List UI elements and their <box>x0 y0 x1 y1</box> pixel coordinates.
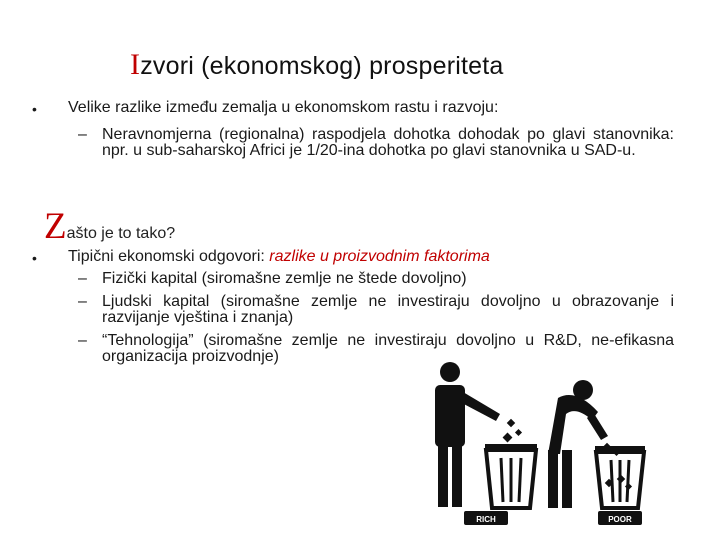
heading-initial: Z <box>44 206 67 247</box>
dash-marker: – <box>78 293 87 310</box>
dash-marker: – <box>78 126 87 143</box>
dash-marker: – <box>78 270 87 287</box>
section-heading <box>44 205 175 248</box>
slide-title <box>130 48 504 82</box>
rich-label: RICH <box>476 515 496 524</box>
bullet-text-emphasis: razlike u proizvodnim faktorima <box>269 248 490 265</box>
bullet-marker: • <box>32 101 37 117</box>
title-initial: I <box>130 48 141 81</box>
heading-text: ašto je to tako? <box>66 225 176 242</box>
bullet-text: Velike razlike između zemalja u ekonomskom rastu i razvoju: <box>68 99 499 116</box>
sub-item-text: “Tehnologija” (siromašne zemlje ne investiraju dovoljno u R&D, ne-efikasna organizacija proizvodnje) <box>102 332 674 365</box>
rich-poor-illustration <box>408 358 708 528</box>
bullet-marker: • <box>32 250 37 266</box>
sub-item-text: Ljudski kapital (siromašne zemlje ne investiraju dovoljno u obrazovanje i razvijanje vještina i znanja) <box>102 293 674 326</box>
sub-item-text: Fizički kapital (siromašne zemlje ne štede dovoljno) <box>102 270 467 287</box>
poor-label: POOR <box>608 515 632 524</box>
bullet-text <box>68 249 490 265</box>
sub-item-text: Neravnomjerna (regionalna) raspodjela dohotka dohodak po glavi stanovnika: npr. u sub-saharskoj Africi je 1/20-ina dohotka po glavi stanovnika u SAD-u. <box>102 126 674 159</box>
title-text: zvori (ekonomskog) prosperiteta <box>140 52 504 80</box>
bullet-text-plain: Tipični ekonomski odgovori: <box>68 248 270 265</box>
dash-marker: – <box>78 332 87 349</box>
